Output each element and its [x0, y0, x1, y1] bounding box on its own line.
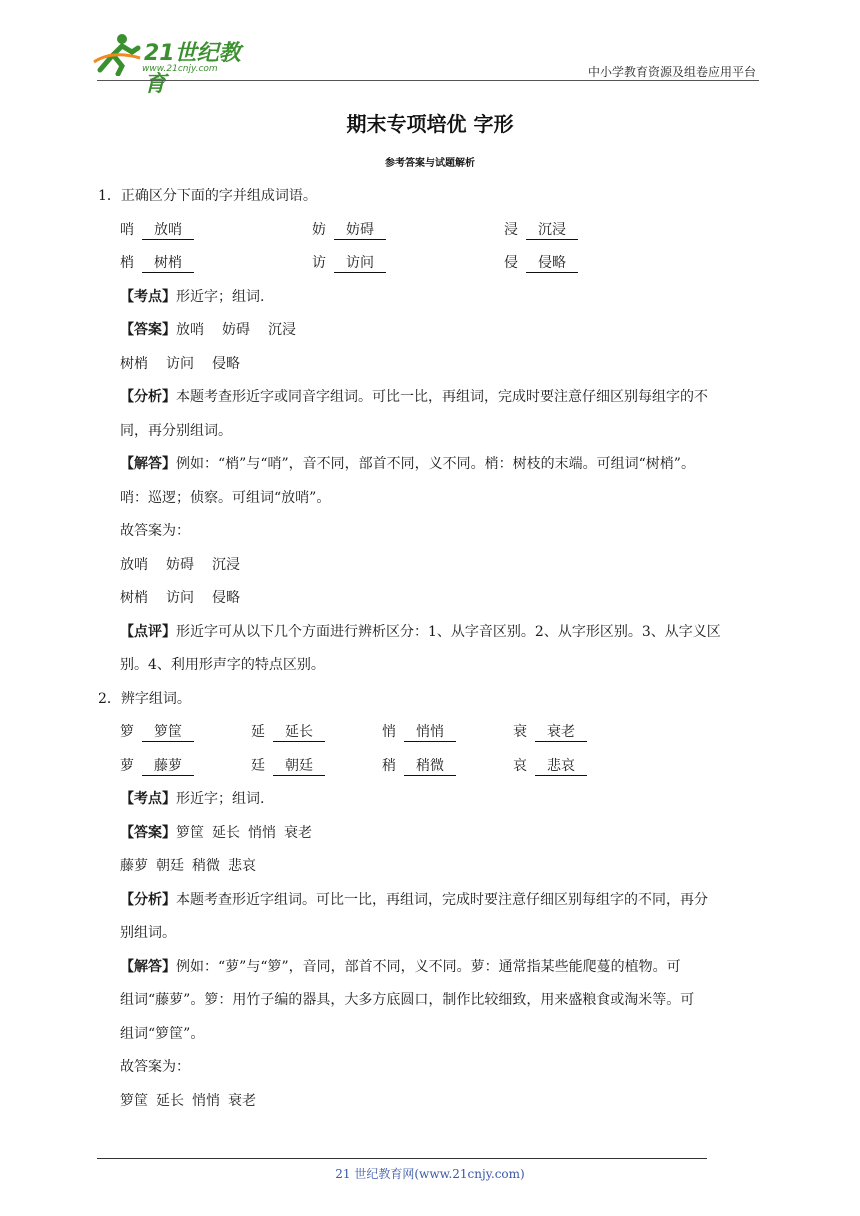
section-tag: 【答案】 — [120, 824, 176, 841]
q2-jieda — [98, 951, 766, 985]
section-text: 本题考查形近字组词。可比一比，再组词，完成时要注意仔细区别每组字的不同，再分 — [176, 891, 708, 908]
answer-blank: 树梢 — [142, 254, 194, 273]
q1-jieda-cont: 哨：巡逻；侦察。可组词“放哨”。 — [120, 489, 331, 506]
q1-daan-line-2 — [98, 348, 766, 382]
answer-blank: 稍微 — [404, 757, 456, 776]
answer-word: 树梢 — [120, 355, 148, 372]
q1-fenxi-cont: 同，再分别组词。 — [120, 422, 232, 439]
q1-grid-row-1 — [98, 214, 766, 248]
q2-cell — [382, 750, 456, 784]
question-2-stem: 2．辨字组词。 — [98, 690, 191, 707]
q1-final-answer-1 — [98, 549, 766, 583]
answer-word: 延长 — [212, 824, 240, 841]
answer-blank: 侵略 — [526, 254, 578, 273]
q2-daan-line-2 — [98, 850, 766, 884]
char: 妨 — [312, 221, 326, 238]
answer-blank: 悲哀 — [535, 757, 587, 776]
char: 悄 — [382, 724, 396, 740]
answer-word: 沉浸 — [212, 556, 240, 573]
answer-blank: 延长 — [273, 723, 325, 742]
q2-gu: 故答案为： — [120, 1059, 190, 1075]
page-header — [0, 0, 860, 97]
answer-word: 衰老 — [284, 824, 312, 841]
answer-word: 妨碍 — [166, 556, 194, 573]
q2-cell — [513, 716, 587, 750]
section-tag: 【解答】 — [120, 456, 176, 472]
q1-gu: 故答案为： — [120, 523, 190, 539]
char: 衰 — [513, 724, 527, 740]
answer-word: 沉浸 — [268, 322, 296, 338]
section-text: 形近字可从以下几个方面进行辨析区分：1、从字音区别。2、从字形区别。3、从字义区 — [176, 623, 721, 640]
section-text: 例如：“梢”与“哨”，音不同，部首不同，义不同。梢：树枝的末端。可组词“树梢”。 — [176, 456, 695, 472]
q1-fenxi — [98, 381, 766, 415]
section-tag: 【考点】 — [120, 288, 176, 305]
q1-dianping-cont: 别。4、利用形声字的特点区别。 — [120, 657, 325, 673]
q2-jieda-cont-1: 组词“藤萝”。箩：用竹子编的器具，大多方底圆口，制作比较细致，用来盛粮食或淘米等。可 — [120, 992, 695, 1008]
answer-word: 树梢 — [120, 590, 148, 606]
q2-jieda-cont-2: 组词“箩筐”。 — [120, 1025, 205, 1042]
answer-blank: 衰老 — [535, 723, 587, 742]
q2-cell — [251, 716, 325, 750]
q1-cell — [120, 214, 194, 248]
answer-word: 访问 — [166, 355, 194, 372]
answer-word: 箩筐 — [120, 1092, 148, 1109]
char: 梢 — [120, 255, 134, 271]
answer-word: 衰老 — [228, 1092, 256, 1109]
char: 稍 — [382, 757, 396, 774]
q1-grid-row-2 — [98, 247, 766, 281]
q2-final-answer-1 — [98, 1085, 766, 1119]
runner-logo-icon — [92, 32, 142, 76]
answer-word: 悄悄 — [192, 1092, 220, 1109]
q2-cell — [120, 716, 194, 750]
q1-cell — [312, 214, 386, 248]
char: 哨 — [120, 221, 134, 238]
section-tag: 【点评】 — [120, 623, 176, 640]
section-text: 例如：“萝”与“箩”，音同，部首不同，义不同。萝：通常指某些能爬蔓的植物。可 — [176, 958, 681, 975]
q1-final-answer-2 — [98, 582, 766, 616]
char: 浸 — [504, 221, 518, 238]
answer-blank: 访问 — [334, 254, 386, 273]
q2-cell — [382, 716, 456, 750]
char: 哀 — [513, 757, 527, 774]
answer-word: 访问 — [166, 590, 194, 606]
section-tag: 【考点】 — [120, 791, 176, 807]
section-tag: 【分析】 — [120, 891, 176, 908]
q2-fenxi — [98, 884, 766, 918]
q2-cell — [251, 750, 325, 784]
section-tag: 【答案】 — [120, 322, 176, 338]
q2-cell — [513, 750, 587, 784]
logo-text: 21世纪教育 — [144, 41, 241, 97]
q2-fenxi-cont: 别组词。 — [120, 925, 176, 941]
answer-blank: 沉浸 — [526, 221, 578, 240]
q2-grid-row-1 — [98, 716, 766, 750]
q2-kaodian — [98, 783, 766, 817]
q2-cell — [120, 750, 194, 784]
answer-word: 放哨 — [176, 322, 204, 338]
section-tag: 【分析】 — [120, 389, 176, 405]
q2-daan — [98, 817, 766, 851]
answer-word: 稍微 — [192, 858, 220, 874]
char: 萝 — [120, 757, 134, 774]
q1-cell — [120, 247, 194, 281]
answer-word: 箩筐 — [176, 824, 204, 841]
logo-url: www.21cnjy.com — [142, 64, 218, 74]
q1-dianping — [98, 616, 766, 650]
answer-blank: 藤萝 — [142, 757, 194, 776]
section-text: 本题考查形近字或同音字组词。可比一比，再组词，完成时要注意仔细区别每组字的不 — [176, 389, 708, 405]
char: 侵 — [504, 255, 518, 271]
answer-word: 妨碍 — [222, 322, 250, 338]
answer-word: 侵略 — [212, 355, 240, 372]
answer-word: 悲哀 — [228, 858, 256, 874]
answer-word: 藤萝 — [120, 858, 148, 874]
page-subtitle: 参考答案与试题解析 — [385, 158, 475, 169]
section-text: 形近字；组词. — [176, 791, 265, 807]
q2-grid-row-2 — [98, 750, 766, 784]
char: 廷 — [251, 757, 265, 774]
answer-blank: 妨碍 — [334, 221, 386, 240]
answer-word: 悄悄 — [248, 824, 276, 841]
site-logo[interactable] — [92, 30, 262, 97]
platform-name: 中小学教育资源及组卷应用平台 — [587, 65, 756, 79]
answer-blank: 箩筐 — [142, 723, 194, 742]
answer-blank: 放哨 — [142, 221, 194, 240]
q1-cell — [504, 247, 578, 281]
q1-cell — [312, 247, 386, 281]
page-title: 期末专项培优 字形 — [346, 112, 514, 136]
q1-kaodian — [98, 281, 766, 315]
section-text: 形近字；组词. — [176, 288, 265, 305]
question-1-stem: 1．正确区分下面的字并组成词语。 — [98, 188, 317, 204]
answer-word: 延长 — [156, 1092, 184, 1109]
q1-daan — [98, 314, 766, 348]
footer-link[interactable]: 21 世纪教育网(www.21cnjy.com) — [335, 1167, 525, 1181]
answer-word: 朝廷 — [156, 858, 184, 874]
answer-blank: 朝廷 — [273, 757, 325, 776]
header-divider — [97, 80, 759, 81]
char: 访 — [312, 255, 326, 271]
answer-word: 侵略 — [212, 590, 240, 606]
char: 延 — [251, 724, 265, 740]
document-body — [98, 180, 766, 1118]
footer-divider — [97, 1158, 707, 1159]
answer-blank: 悄悄 — [404, 723, 456, 742]
char: 箩 — [120, 724, 134, 740]
section-tag: 【解答】 — [120, 958, 176, 975]
q1-jieda — [98, 448, 766, 482]
q1-cell — [504, 214, 578, 248]
answer-word: 放哨 — [120, 556, 148, 573]
